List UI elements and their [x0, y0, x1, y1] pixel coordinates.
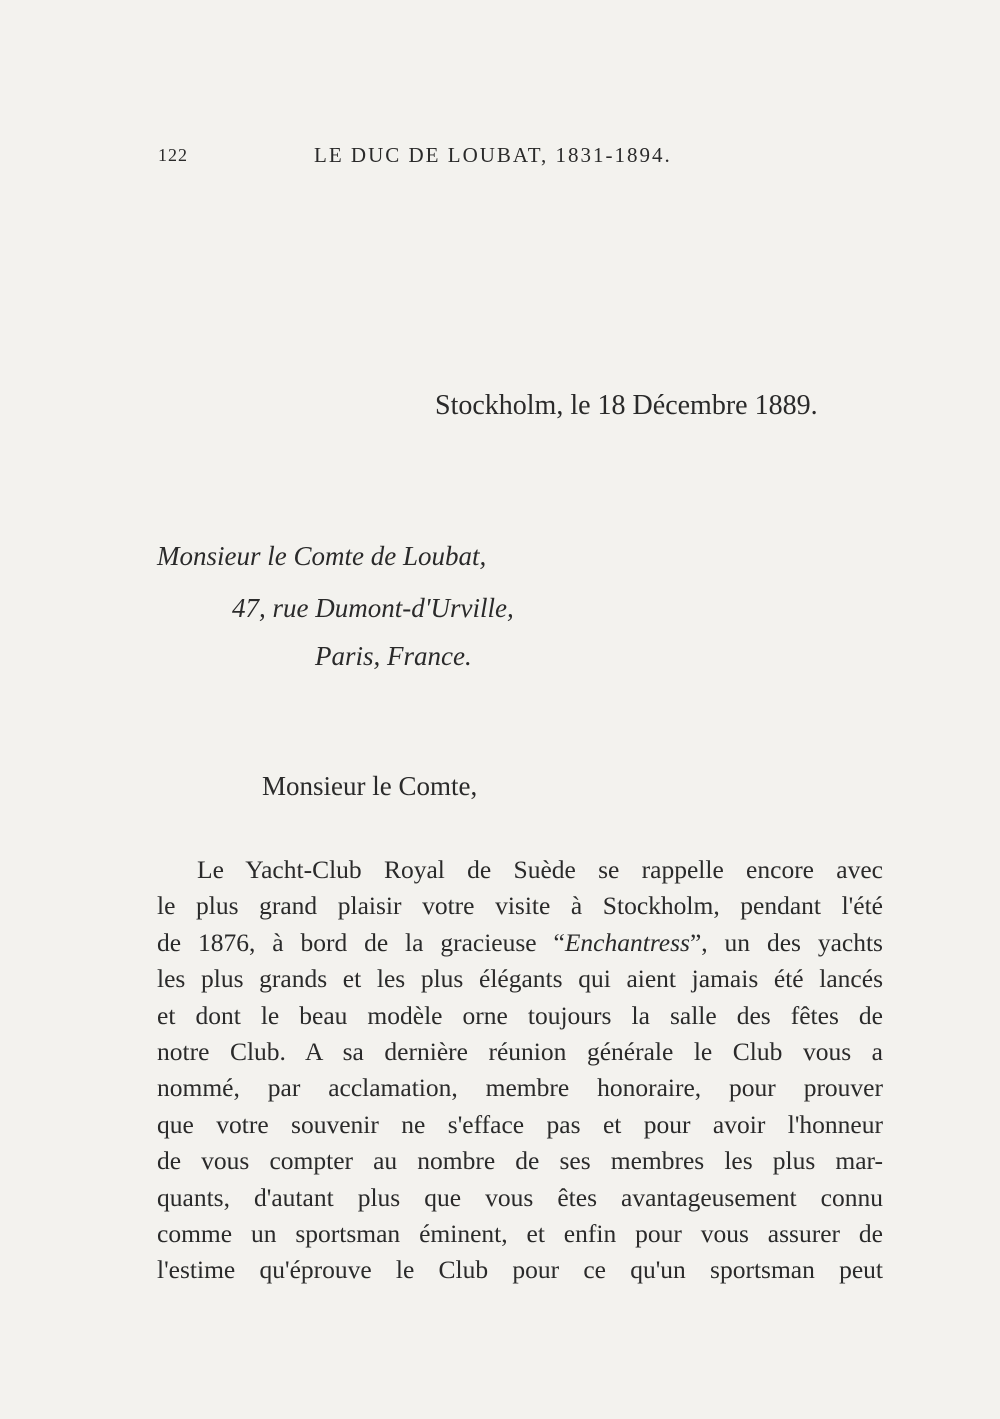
letter-body	[157, 852, 883, 1289]
body-line: nommé, par acclamation, membre honoraire, pour prouver	[157, 1073, 883, 1103]
body-line: quants, d'autant plus que vous êtes avantageusement connu	[157, 1182, 883, 1212]
running-title: LE DUC DE LOUBAT, 1831-1894.	[314, 143, 672, 167]
page-number: 122	[158, 145, 188, 165]
body-line: l'estime qu'éprouve le Club pour ce qu'un sportsman peut	[157, 1255, 883, 1285]
letter-dateline: Stockholm, le 18 Décembre 1889.	[435, 390, 818, 421]
address-line-city: Paris, France.	[315, 641, 472, 671]
body-line-part: de 1876, à bord de la gracieuse “	[157, 927, 565, 957]
yacht-name: Enchantress	[564, 927, 690, 957]
body-line: le plus grand plaisir votre visite à Stockholm, pendant l'été	[157, 891, 883, 921]
body-line: de vous compter au nombre de ses membres les plus mar-	[157, 1146, 883, 1176]
body-line: que votre souvenir ne s'efface pas et pour avoir l'honneur	[157, 1109, 883, 1139]
address-line-street: 47, rue Dumont-d'Urville,	[232, 593, 514, 623]
page-header	[0, 143, 1000, 173]
body-line-part: ”, un des yachts	[689, 927, 883, 957]
body-line: les plus grands et les plus élégants qui aient jamais été lancés	[157, 964, 883, 994]
body-line: et dont le beau modèle orne toujours la salle des fêtes de	[157, 1000, 883, 1030]
body-line: notre Club. A sa dernière réunion générale le Club vous a	[157, 1036, 883, 1066]
address-line-recipient: Monsieur le Comte de Loubat,	[157, 541, 487, 571]
body-line: Le Yacht-Club Royal de Suède se rappelle encore avec	[197, 855, 883, 884]
body-line	[157, 925, 883, 961]
letter-salutation: Monsieur le Comte,	[262, 771, 478, 801]
body-line: comme un sportsman éminent, et enfin pour vous assurer de	[157, 1218, 883, 1248]
